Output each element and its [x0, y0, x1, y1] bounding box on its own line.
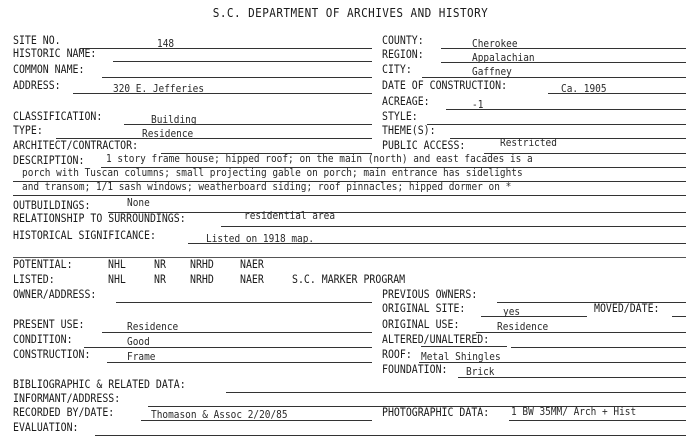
- photographic-data-label: PHOTOGRAPHIC DATA:: [382, 405, 490, 419]
- condition-label: CONDITION:: [13, 332, 73, 346]
- photographic-data-line: [509, 420, 686, 421]
- acreage-label: ACREAGE:: [382, 94, 430, 108]
- description-label: DESCRIPTION:: [13, 153, 85, 167]
- altered-unaltered-line: [511, 347, 686, 348]
- original-site-label: ORIGINAL SITE:: [382, 301, 466, 315]
- outbuildings-label: OUTBUILDINGS:: [13, 198, 91, 212]
- relationship-value: residential area: [244, 210, 336, 222]
- historic-name-line: [113, 61, 372, 62]
- outbuildings-line: [108, 212, 686, 213]
- common-name-line: [102, 77, 372, 78]
- date-of-construction-value: Ca. 1905: [561, 83, 607, 95]
- present-use-value: Residence: [127, 321, 179, 333]
- previous-owners-label: PREVIOUS OWNERS:: [382, 287, 478, 301]
- common-name-label: COMMON NAME:: [13, 62, 85, 76]
- moved-date-line: [672, 316, 686, 317]
- type-value: Residence: [142, 128, 194, 140]
- listed-naer: NAER: [240, 272, 264, 286]
- bibliographic-label: BIBLIOGRAPHIC & RELATED DATA:: [13, 377, 186, 391]
- classification-value: Building: [151, 114, 197, 126]
- unaltered-underline: [421, 346, 507, 347]
- description-line-3: and transom; 1/1 sash windows; weatherboard siding; roof pinnacles; hipped dormer on *: [22, 181, 512, 193]
- roof-value: Metal Shingles: [421, 351, 501, 363]
- construction-value: Frame: [127, 351, 156, 363]
- public-access-value: Restricted: [500, 137, 557, 149]
- owner-address-line: [116, 302, 372, 303]
- evaluation-label: EVALUATION:: [13, 420, 79, 434]
- address-label: ADDRESS:: [13, 78, 61, 92]
- style-line: [427, 124, 686, 125]
- foundation-value: Brick: [466, 366, 495, 378]
- potential-naer: NAER: [240, 257, 264, 271]
- moved-date-label: MOVED/DATE:: [594, 301, 660, 315]
- listed-label: LISTED:: [13, 272, 55, 286]
- foundation-label: FOUNDATION:: [382, 362, 448, 376]
- original-site-value: yes: [503, 306, 521, 318]
- photographic-data-value: 1 BW 35MM/ Arch + Hist: [511, 406, 637, 418]
- relationship-label: RELATIONSHIP TO SURROUNDINGS:: [13, 211, 186, 225]
- recorded-by-value: Thomason & Assoc 2/20/85: [151, 409, 288, 421]
- type-label: TYPE:: [13, 123, 43, 137]
- style-label: STYLE:: [382, 109, 418, 123]
- potential-label: POTENTIAL:: [13, 257, 73, 271]
- description-rule-3: [13, 195, 686, 196]
- original-site-line: [481, 316, 587, 317]
- potential-nr: NR: [154, 257, 166, 271]
- historic-name-label: HISTORIC NAME:: [13, 46, 97, 60]
- listed-sc-marker-program: S.C. MARKER PROGRAM: [292, 272, 406, 286]
- site-no-label: SITE NO.: [13, 33, 61, 47]
- bibliographic-line: [226, 392, 686, 393]
- recorded-by-label: RECORDED BY/DATE:: [13, 405, 115, 419]
- form-title: S.C. DEPARTMENT OF ARCHIVES AND HISTORY: [212, 5, 488, 20]
- roof-label: ROOF:: [382, 347, 412, 361]
- themes-label: THEME(S):: [382, 123, 436, 137]
- listed-nr: NR: [154, 272, 166, 286]
- county-value: Cherokee: [472, 38, 518, 50]
- potential-nhl: NHL: [108, 257, 126, 271]
- present-use-label: PRESENT USE:: [13, 317, 85, 331]
- original-use-label: ORIGINAL USE:: [382, 317, 460, 331]
- description-line-2: porch with Tuscan columns; small projecting gable on porch; main entrance has sidelights: [22, 167, 523, 179]
- listed-nrhd: NRHD: [190, 272, 214, 286]
- themes-line: [450, 138, 686, 139]
- site-no-value: 148: [157, 38, 175, 50]
- site-no-line: [80, 48, 372, 49]
- potential-nrhd: NRHD: [190, 257, 214, 271]
- region-label: REGION:: [382, 47, 424, 61]
- acreage-value: -1: [472, 99, 484, 111]
- city-value: Gaffney: [472, 66, 512, 78]
- relationship-line: [221, 226, 686, 227]
- construction-label: CONSTRUCTION:: [13, 347, 91, 361]
- informant-label: INFORMANT/ADDRESS:: [13, 391, 121, 405]
- listed-nhl: NHL: [108, 272, 126, 286]
- description-line-1: 1 story frame house; hipped roof; on the main (north) and east facades is a: [106, 153, 533, 165]
- altered-unaltered-label: ALTERED/UNALTERED:: [382, 332, 490, 346]
- original-use-value: Residence: [497, 321, 549, 333]
- address-value: 320 E. Jefferies: [113, 83, 205, 95]
- city-label: CITY:: [382, 62, 412, 76]
- condition-value: Good: [127, 336, 150, 348]
- public-access-label: PUBLIC ACCESS:: [382, 138, 466, 152]
- date-of-construction-label: DATE OF CONSTRUCTION:: [382, 78, 508, 92]
- outbuildings-value: None: [127, 197, 150, 209]
- evaluation-line: [95, 435, 686, 436]
- owner-address-label: OWNER/ADDRESS:: [13, 287, 97, 301]
- significance-label: HISTORICAL SIGNIFICANCE:: [13, 228, 156, 242]
- region-value: Appalachian: [472, 52, 535, 64]
- classification-label: CLASSIFICATION:: [13, 109, 103, 123]
- architect-label: ARCHITECT/CONTRACTOR:: [13, 138, 139, 152]
- significance-value: Listed on 1918 map.: [206, 233, 315, 245]
- county-label: COUNTY:: [382, 33, 424, 47]
